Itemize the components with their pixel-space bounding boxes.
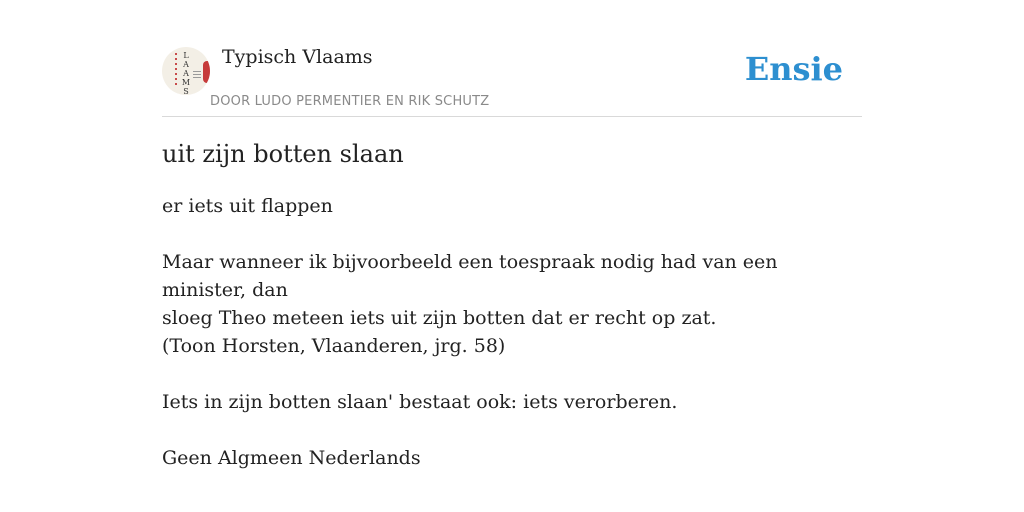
spacer — [162, 220, 862, 248]
avatar-letter: A — [183, 69, 189, 78]
spacer — [162, 360, 862, 388]
entry-definition: er iets uit flappen — [162, 195, 333, 217]
avatar-text-lines — [193, 71, 201, 79]
entry-note: Iets in zijn botten slaan' bestaat ook: iets verorberen. — [162, 391, 678, 413]
avatar-decoration — [175, 53, 177, 87]
site-title-link[interactable]: Typisch Vlaams — [222, 46, 373, 68]
avatar-letter: M — [181, 78, 191, 87]
avatar-letter: A — [183, 60, 189, 69]
entry-quote-line: sloeg Theo meteen iets uit zijn botten dat er recht op zat. — [162, 307, 717, 329]
entry-quote-line: Maar wanneer ik bijvoorbeeld een toespraak nodig had van een minister, dan — [162, 251, 778, 301]
spacer — [162, 416, 862, 444]
avatar[interactable] — [162, 47, 210, 95]
avatar-letter: S — [183, 87, 189, 95]
avatar-letter: L — [183, 51, 189, 60]
authors-byline: DOOR LUDO PERMENTIER EN RIK SCHUTZ — [210, 94, 490, 109]
avatar-letters — [181, 51, 191, 95]
entry-label: Geen Algmeen Nederlands — [162, 447, 421, 469]
header — [162, 40, 862, 117]
entry-term: uit zijn botten slaan — [162, 140, 404, 168]
entry-content — [162, 138, 862, 472]
entry-source: (Toon Horsten, Vlaanderen, jrg. 58) — [162, 335, 506, 357]
avatar-red-mark — [203, 61, 210, 83]
entry-body — [162, 192, 862, 472]
brand-logo-link[interactable]: Ensie — [744, 50, 843, 88]
